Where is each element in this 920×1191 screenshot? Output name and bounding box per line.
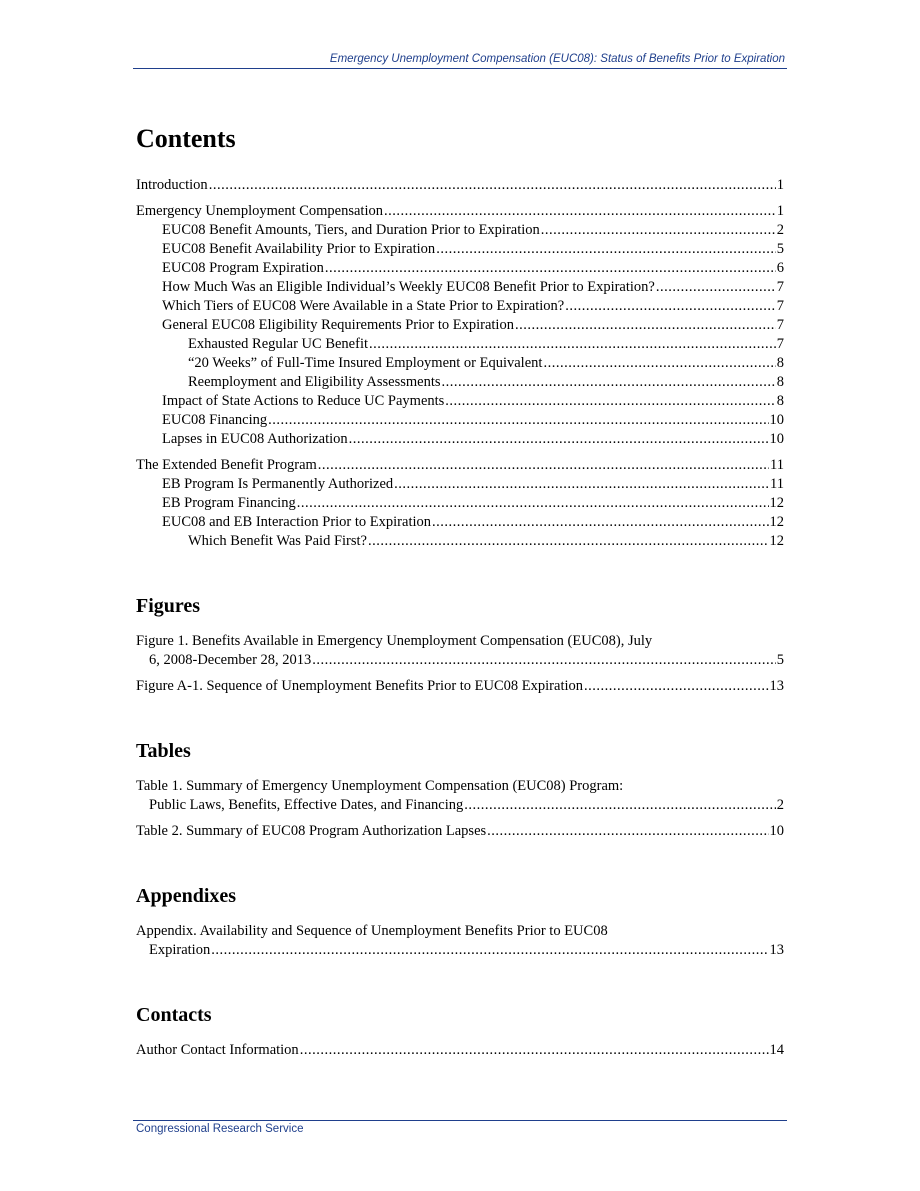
toc-entry-euc08-eb-interaction[interactable]: EUC08 and EB Interaction Prior to Expiration ..... 12: [136, 513, 784, 532]
toc-entry-20-weeks[interactable]: “20 Weeks” of Full-Time Insured Employment or Equivalent ..... 8: [136, 354, 784, 373]
contacts-heading: Contacts: [136, 1004, 212, 1026]
contacts-list: [136, 1041, 784, 1060]
contents-list: [136, 176, 784, 551]
toc-entry-figure-a1[interactable]: Figure A-1. Sequence of Unemployment Benefits Prior to EUC08 Expiration ..... 13: [136, 677, 784, 696]
toc-entry-figure-1[interactable]: Figure 1. Benefits Available in Emergency Unemployment Compensation (EUC08), July 6, 2008-December 28, 2013 ..... 5: [136, 632, 784, 670]
appendixes-list: [136, 922, 784, 960]
toc-entry-appendix[interactable]: Appendix. Availability and Sequence of Unemployment Benefits Prior to EUC08 Expiration ..... 13: [136, 922, 784, 960]
toc-entry-lapses[interactable]: Lapses in EUC08 Authorization ..... 10: [136, 430, 784, 449]
toc-entry-benefit-paid-first[interactable]: Which Benefit Was Paid First? ..... 12: [136, 532, 784, 551]
toc-entry-exhausted-regular-uc[interactable]: Exhausted Regular UC Benefit ..... 7: [136, 335, 784, 354]
toc-entry-program-expiration[interactable]: EUC08 Program Expiration ..... 6: [136, 259, 784, 278]
header-rule: [133, 68, 787, 69]
toc-entry-weekly-benefit[interactable]: How Much Was an Eligible Individual’s Weekly EUC08 Benefit Prior to Expiration? ..... 7: [136, 278, 784, 297]
toc-entry-emergency-unemployment-compensation[interactable]: Emergency Unemployment Compensation ..... 1: [136, 202, 784, 221]
toc-entry-author-contact[interactable]: Author Contact Information ..... 14: [136, 1041, 784, 1060]
toc-entry-table-2[interactable]: Table 2. Summary of EUC08 Program Authorization Lapses ..... 10: [136, 822, 784, 841]
toc-entry-eb-financing[interactable]: EB Program Financing ..... 12: [136, 494, 784, 513]
running-footer: Congressional Research Service: [136, 1123, 304, 1135]
toc-entry-eb-permanently-authorized[interactable]: EB Program Is Permanently Authorized ..... 11: [136, 475, 784, 494]
toc-entry-table-1[interactable]: Table 1. Summary of Emergency Unemployment Compensation (EUC08) Program: Public Laws, Benefits, Effective Dates, and Financing ..... 2: [136, 777, 784, 815]
toc-entry-introduction[interactable]: Introduction ..... 1: [136, 176, 784, 195]
running-header: Emergency Unemployment Compensation (EUC08): Status of Benefits Prior to Expiration: [329, 53, 785, 65]
toc-entry-eligibility-requirements[interactable]: General EUC08 Eligibility Requirements Prior to Expiration ..... 7: [136, 316, 784, 335]
toc-entry-state-actions[interactable]: Impact of State Actions to Reduce UC Payments ..... 8: [136, 392, 784, 411]
contents-heading: Contents: [136, 124, 236, 153]
tables-list: [136, 777, 784, 841]
toc-entry-benefit-availability[interactable]: EUC08 Benefit Availability Prior to Expiration ..... 5: [136, 240, 784, 259]
appendixes-heading: Appendixes: [136, 885, 237, 907]
toc-entry-euc08-financing[interactable]: EUC08 Financing ..... 10: [136, 411, 784, 430]
tables-heading: Tables: [136, 740, 191, 762]
toc-entry-extended-benefit-program[interactable]: The Extended Benefit Program ..... 11: [136, 456, 784, 475]
figures-list: [136, 632, 784, 696]
footer-rule: [133, 1120, 787, 1121]
toc-entry-tiers-available[interactable]: Which Tiers of EUC08 Were Available in a State Prior to Expiration? ..... 7: [136, 297, 784, 316]
toc-entry-benefit-amounts[interactable]: EUC08 Benefit Amounts, Tiers, and Duration Prior to Expiration ..... 2: [136, 221, 784, 240]
toc-entry-reemployment-assessments[interactable]: Reemployment and Eligibility Assessments ..... 8: [136, 373, 784, 392]
figures-heading: Figures: [136, 595, 201, 617]
